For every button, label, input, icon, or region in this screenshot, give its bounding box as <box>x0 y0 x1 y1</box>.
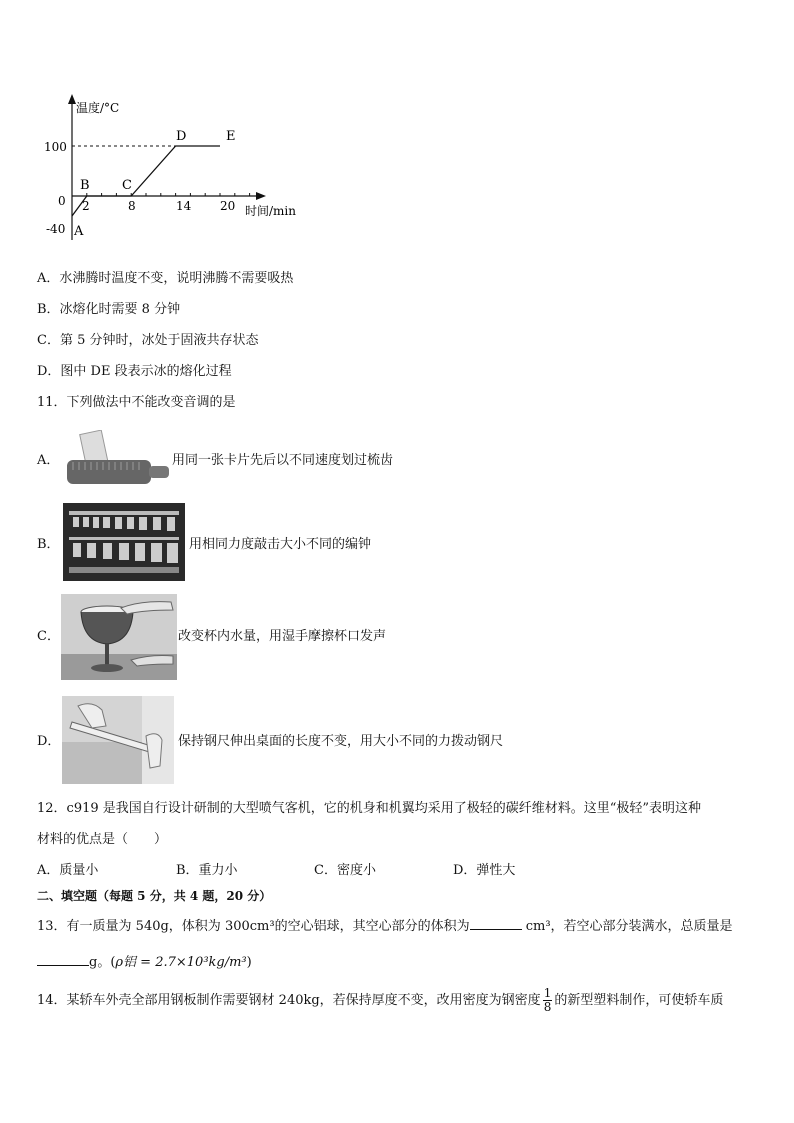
x-tick-8: 8 <box>128 199 136 213</box>
q14-frac-numerator: 1 <box>543 986 552 1000</box>
y-tick-100: 100 <box>44 140 67 154</box>
q12-option-d: D．弹性大 <box>453 863 516 878</box>
q14-part1: 14．某轿车外壳全部用钢板制作需要钢材 240kg，若保持厚度不变，改用密度为钢密度 <box>37 993 541 1008</box>
y-axis-label: 温度/°C <box>76 101 120 115</box>
temperature-curve <box>72 146 220 216</box>
q11-option-b-letter: B． <box>37 537 60 552</box>
y-tick-minus40: -40 <box>46 222 66 236</box>
q13-blank-1[interactable] <box>470 915 522 930</box>
q13-part4: ) <box>246 955 252 970</box>
q11-option-c-text: 改变杯内水量，用湿手摩擦杯口发声 <box>178 629 387 644</box>
y-axis-arrow <box>68 94 76 104</box>
q11-option-b-text: 用相同力度敲击大小不同的编钟 <box>189 537 372 552</box>
point-label-b: B <box>80 178 90 193</box>
q14-fraction <box>543 987 553 1014</box>
q10-option-c: C．第 5 分钟时，冰处于固液共存状态 <box>37 333 259 348</box>
q14-part2: 的新型塑料制作，可使轿车质 <box>554 993 724 1008</box>
q12-stem-line1: 12．c919 是我国自行设计研制的大型喷气客机，它的机身和机翼均采用了极轻的碳纤维材料。这里“极轻”表明这种 <box>37 801 702 816</box>
q12-option-a: A．质量小 <box>37 863 99 878</box>
q12-option-c: C．密度小 <box>314 863 376 878</box>
comb-card-icon <box>63 430 171 490</box>
q11-option-a-text: 用同一张卡片先后以不同速度划过梳齿 <box>172 453 394 468</box>
wine-glass-icon <box>61 594 177 680</box>
q13-density-formula: ρ铝 = 2.7×10³kg/m³ <box>115 955 247 970</box>
q11-option-a-letter: A． <box>37 453 60 468</box>
q13-part1: 13．有一质量为 540g，体积为 300cm³的空心铝球，其空心部分的体积为 <box>37 919 470 934</box>
point-label-d: D <box>176 129 187 144</box>
q13-line1 <box>37 915 733 936</box>
temperature-time-graph <box>40 92 320 242</box>
q14-frac-denominator: 8 <box>543 1000 552 1014</box>
q10-option-a: A．水沸腾时温度不变，说明沸腾不需要吸热 <box>37 271 294 286</box>
q13-line2 <box>37 951 252 972</box>
q13-blank-2[interactable] <box>37 951 89 966</box>
x-axis-label: 时间/min <box>245 204 296 218</box>
q11-option-c-letter: C． <box>37 629 60 644</box>
q11-option-d-text: 保持钢尺伸出桌面的长度不变，用大小不同的力拨动钢尺 <box>178 734 504 749</box>
x-tick-14: 14 <box>176 199 192 213</box>
q14-line1 <box>37 984 723 1018</box>
point-label-c: C <box>122 178 132 193</box>
point-label-a: A <box>74 224 84 239</box>
x-axis-arrow <box>256 192 266 200</box>
section-heading-fill-blank: 二、填空题（每题 5 分，共 4 题，20 分） <box>37 889 272 903</box>
y-tick-0: 0 <box>58 194 66 208</box>
q13-part2: cm³，若空心部分装满水，总质量是 <box>521 919 733 934</box>
q12-stem-line2: 材料的优点是（ ） <box>37 832 168 847</box>
steel-ruler-icon <box>62 696 174 784</box>
q10-option-d: D．图中 DE 段表示冰的熔化过程 <box>37 364 232 379</box>
q10-option-b: B．冰熔化时需要 8 分钟 <box>37 302 181 317</box>
chime-bells-icon <box>63 503 185 581</box>
q12-option-b: B．重力小 <box>176 863 238 878</box>
x-tick-20: 20 <box>220 199 236 213</box>
point-label-e: E <box>226 129 236 144</box>
x-tick-2: 2 <box>82 199 90 213</box>
q11-option-d-letter: D． <box>37 734 61 749</box>
q11-stem: 11．下列做法中不能改变音调的是 <box>37 395 236 410</box>
q13-part3: g。( <box>89 955 116 970</box>
